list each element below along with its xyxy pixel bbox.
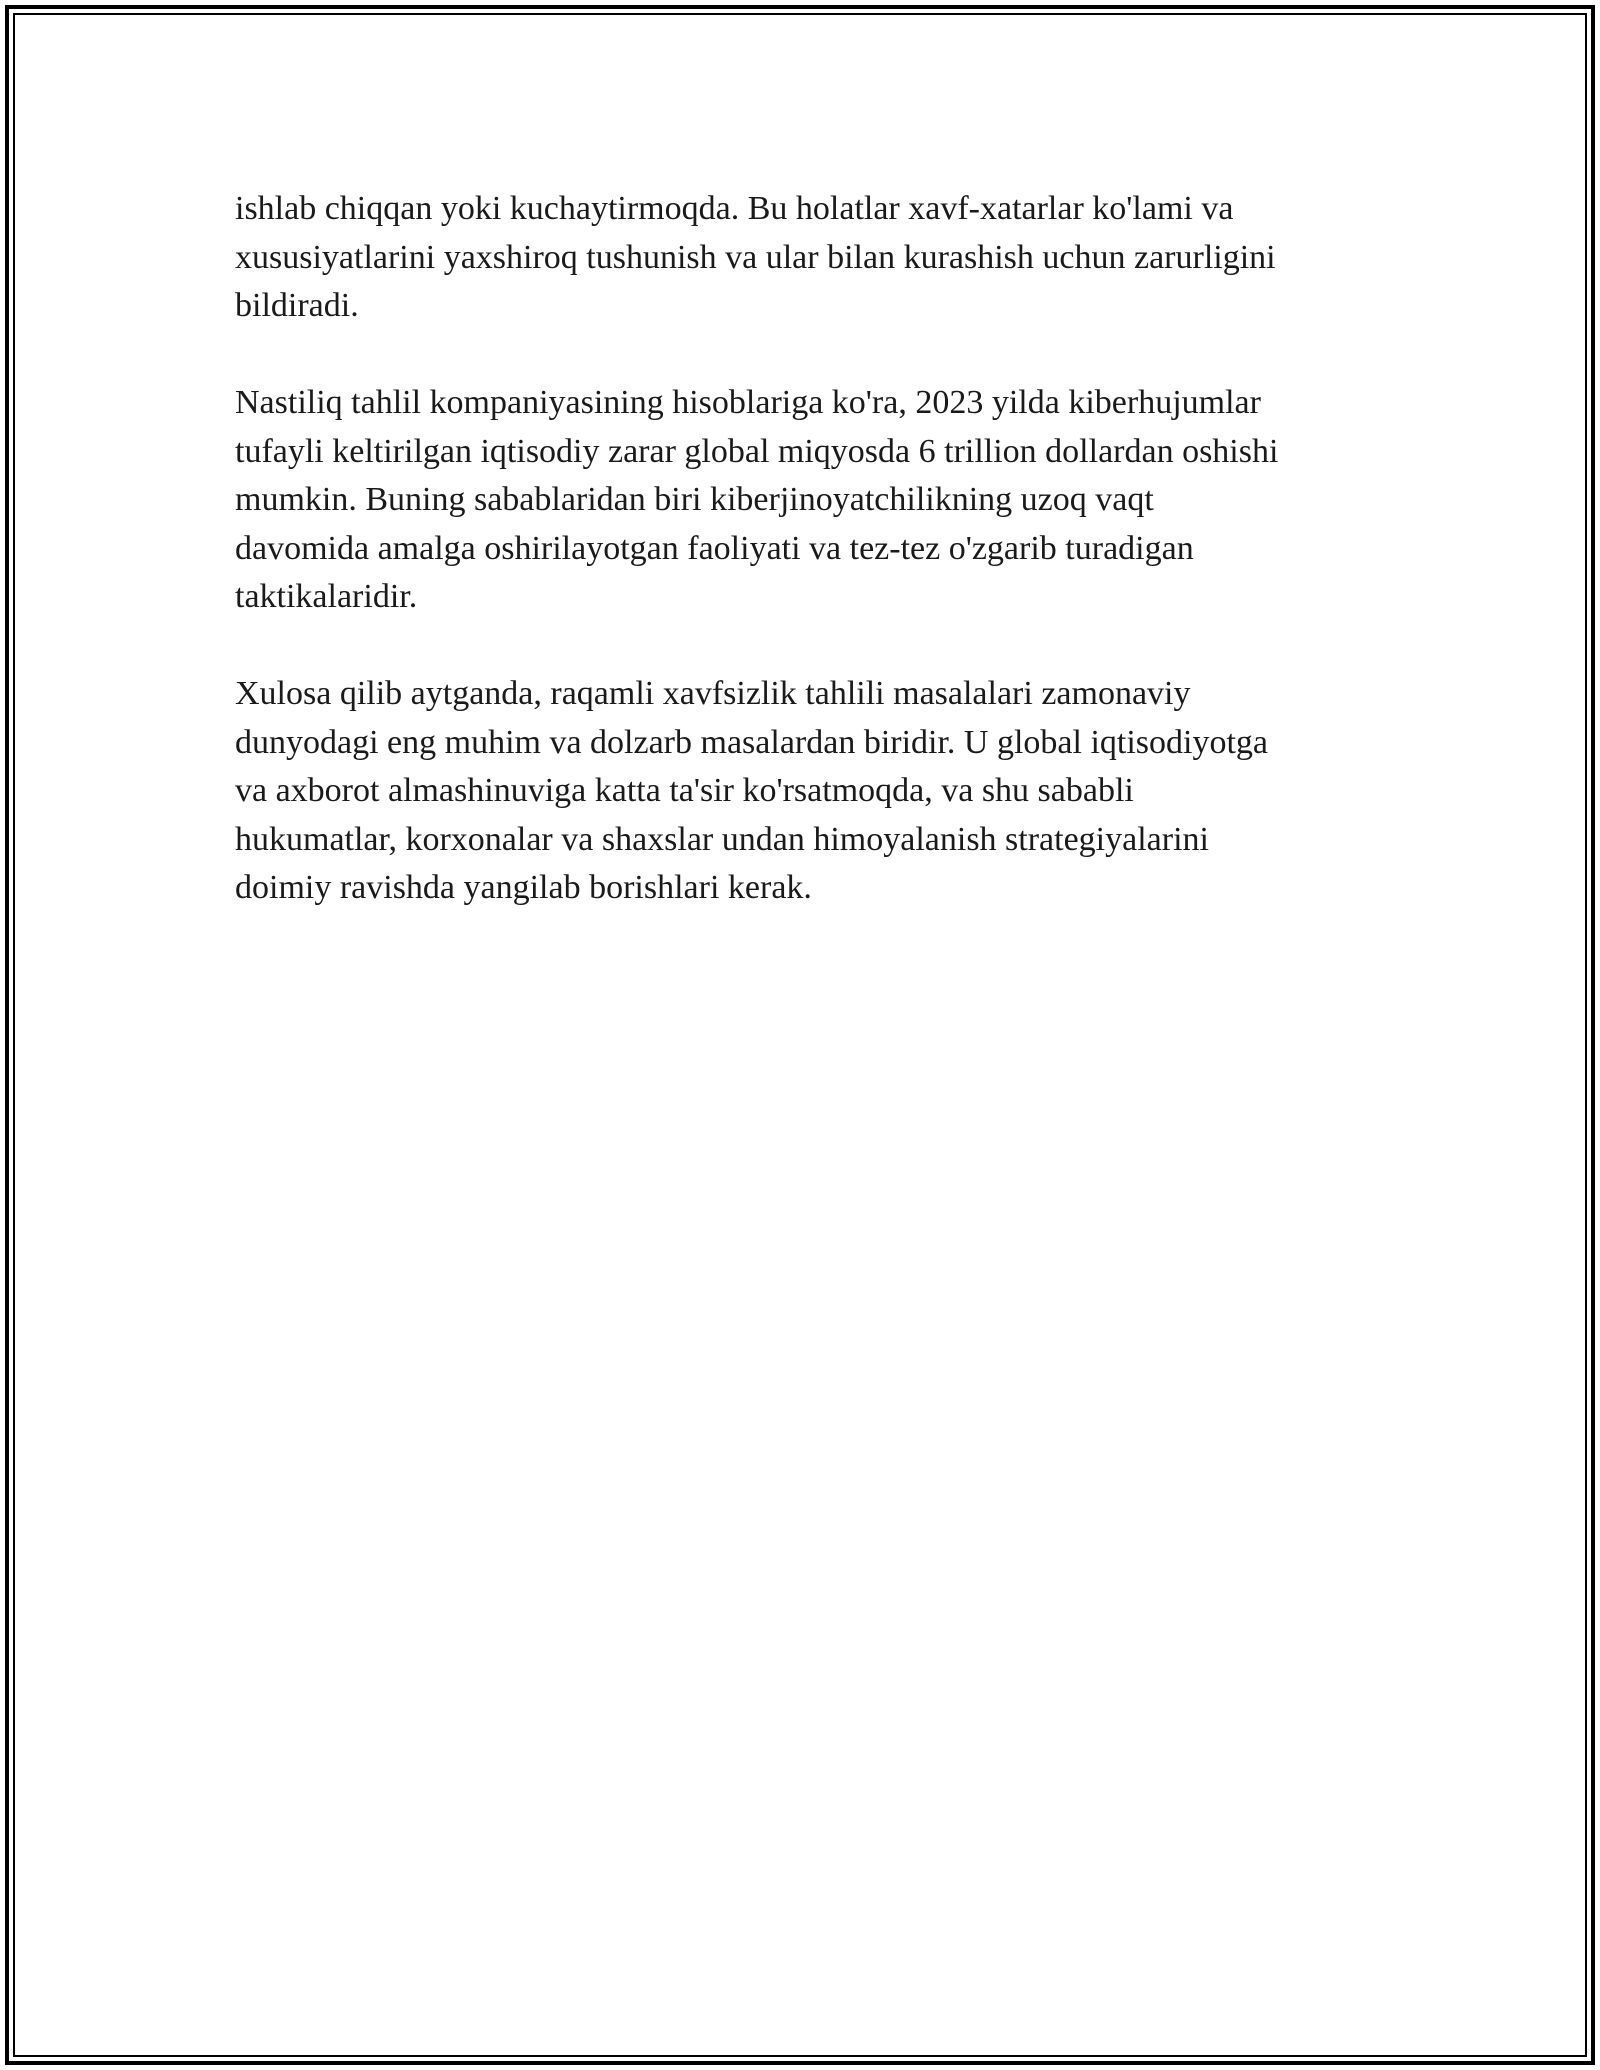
text-line: doimiy ravishda yangilab borishlari kerak.	[235, 869, 812, 906]
paragraph-3	[235, 670, 1365, 913]
text-line: ishlab chiqqan yoki kuchaytirmoqda. Bu holatlar xavf-xatarlar ko'lami va	[235, 190, 1234, 227]
text-line: davomida amalga oshirilayotgan faoliyati va tez-tez o'zgarib turadigan	[235, 529, 1194, 567]
text-line: Xulosa qilib aytganda, raqamli xavfsizlik tahlili masalalari zamonaviy	[235, 675, 1191, 712]
paragraph-1	[235, 185, 1365, 331]
text-line: bildiradi.	[235, 287, 359, 324]
text-line: dunyodagi eng muhim va dolzarb masalardan biridir. U global iqtisodiyotga	[235, 723, 1269, 761]
document-body	[235, 185, 1365, 961]
text-line: Nastiliq tahlil kompaniyasining hisoblariga ko'ra, 2023 yilda kiberhujumlar	[235, 384, 1261, 421]
paragraph-2	[235, 379, 1365, 622]
text-line: mumkin. Buning sabablaridan biri kiberjinoyatchilikning uzoq vaqt	[235, 481, 1154, 518]
text-line: taktikalaridir.	[235, 578, 418, 615]
text-line: xususiyatlarini yaxshiroq tushunish va ular bilan kurashish uchun zarurligini	[235, 238, 1276, 276]
text-line: hukumatlar, korxonalar va shaxslar undan himoyalanish strategiyalarini	[235, 820, 1209, 858]
text-line: tufayli keltirilgan iqtisodiy zarar global miqyosda 6 trillion dollardan oshishi	[235, 432, 1279, 470]
text-line: va axborot almashinuviga katta ta'sir ko'rsatmoqda, va shu sababli	[235, 772, 1134, 809]
